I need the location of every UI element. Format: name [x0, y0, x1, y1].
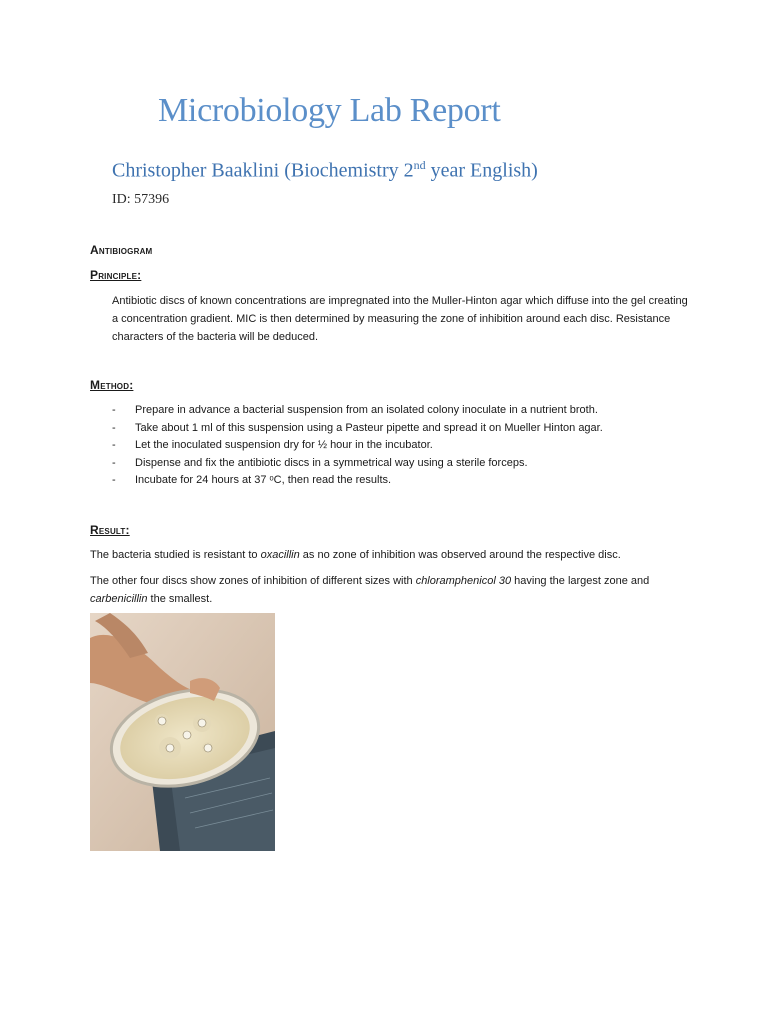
- method-step: - Take about 1 ml of this suspension using a Pasteur pipette and spread it on Mueller Hinton agar.: [112, 421, 603, 434]
- antibiotic-disc: [166, 744, 174, 752]
- antibiotic-disc: [183, 731, 191, 739]
- author-program: year English): [425, 159, 538, 182]
- method-step: - Let the inoculated suspension dry for ½ hour in the incubator.: [112, 439, 433, 451]
- method-step: - Incubate for 24 hours at 37 ᵒC, then read the results.: [112, 474, 392, 486]
- result-paragraph-2: The other four discs show zones of inhibition of different sizes with chloramphenicol 30 having the largest zone and carbenicillin the smallest.: [90, 575, 650, 605]
- method-steps-list: [112, 402, 712, 490]
- method-step: - Dispense and fix the antibiotic discs in a symmetrical way using a sterile forceps.: [112, 456, 528, 469]
- principle-paragraph: Antibiotic discs of known concentrations are impregnated into the Muller-Hinton agar which diffuse into the gel creating a concentration gradient. MIC is then determined by measuring the zone of inhibition around each disc. Resistance characters of the bacteria will be deduced.: [112, 295, 688, 343]
- method-heading: Method:: [90, 378, 134, 392]
- report-title: Microbiology Lab Report: [158, 92, 501, 129]
- antibiotic-disc: [198, 719, 206, 727]
- petri-dish-illustration: [90, 613, 275, 851]
- antibiogram-heading: Antibiogram: [90, 243, 153, 257]
- petri-dish-photo: [90, 613, 275, 851]
- antibiotic-oxacillin: oxacillin: [260, 549, 300, 561]
- principle-heading: Principle:: [90, 268, 142, 282]
- author-ordinal-suffix: nd: [413, 158, 426, 172]
- antibiotic-carbenicillin: carbenicillin: [90, 593, 148, 605]
- antibiotic-chloramphenicol: chloramphenicol 30: [415, 575, 512, 587]
- method-step: - Prepare in advance a bacterial suspension from an isolated colony inoculate in a nutrient broth.: [112, 404, 598, 416]
- author-line: [112, 158, 538, 183]
- antibiotic-disc: [204, 744, 212, 752]
- student-id: ID: 57396: [112, 192, 170, 207]
- author-name: Christopher Baaklini (Biochemistry 2: [112, 159, 414, 182]
- antibiotic-disc: [158, 717, 166, 725]
- result-paragraph-1: The bacteria studied is resistant to oxacillin as no zone of inhibition was observed around the respective disc.: [90, 549, 621, 561]
- result-heading: Result:: [90, 523, 130, 537]
